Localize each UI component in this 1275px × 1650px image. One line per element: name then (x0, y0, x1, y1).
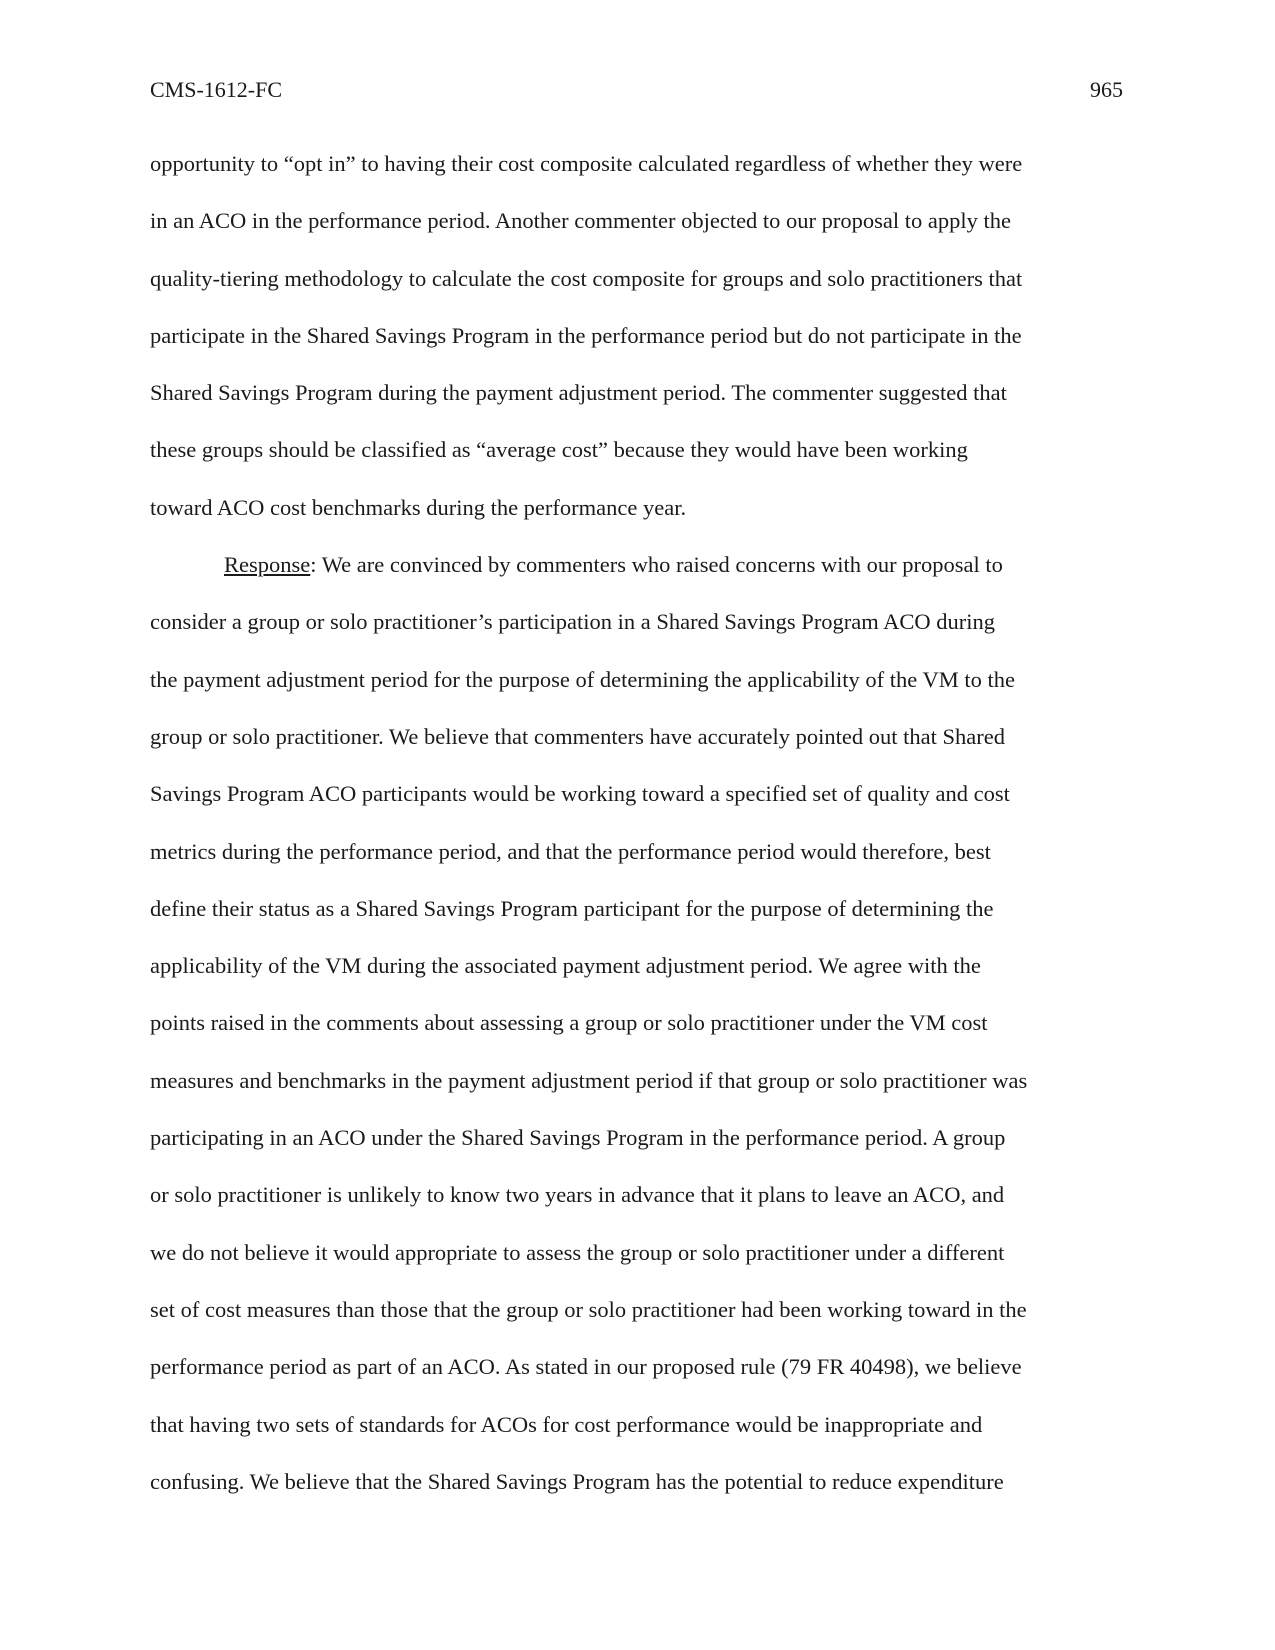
text-line: these groups should be classified as “average cost” because they would have been working (150, 437, 968, 463)
text-line: opportunity to “opt in” to having their cost composite calculated regardless of whether they were (150, 151, 1023, 176)
text-line: Shared Savings Program during the payment adjustment period. The commenter suggested that (150, 380, 1007, 406)
text-line: applicability of the VM during the associated payment adjustment period. We agree with the (150, 953, 981, 979)
text-line: metrics during the performance period, and that the performance period would therefore, best (150, 838, 991, 864)
text-line: group or solo practitioner. We believe that commenters have accurately pointed out that Shared (150, 723, 1005, 749)
text-line: in an ACO in the performance period. Another commenter objected to our proposal to apply the (150, 208, 1012, 234)
text-line: the payment adjustment period for the purpose of determining the applicability of the VM to the (150, 666, 1015, 692)
text-line: Savings Program ACO participants would be working toward a specified set of quality and cost (150, 781, 1010, 807)
text-line: performance period as part of an ACO. As stated in our proposed rule (79 FR 40498), we believe (150, 1354, 1022, 1380)
response-first-line-text: : We are convinced by commenters who raised concerns with our proposal to (310, 552, 1003, 578)
text-line: participating in an ACO under the Shared Savings Program in the performance period. A group (150, 1125, 1006, 1151)
text-line: points raised in the comments about assessing a group or solo practitioner under the VM cost (150, 1010, 988, 1036)
text-line: measures and benchmarks in the payment adjustment period if that group or solo practitioner was (150, 1067, 1028, 1093)
document-id: CMS-1612-FC (150, 77, 283, 102)
response-label: Response (224, 552, 311, 578)
text-line: that having two sets of standards for ACOs for cost performance would be inappropriate and (150, 1411, 983, 1437)
text-line: confusing. We believe that the Shared Savings Program has the potential to reduce expenditure (150, 1468, 1004, 1494)
text-line: toward ACO cost benchmarks during the performance year. (150, 494, 687, 520)
text-line: define their status as a Shared Savings Program participant for the purpose of determining the (150, 895, 994, 921)
paragraph-comment (150, 150, 1130, 551)
response-first-line (150, 551, 1130, 608)
text-line: we do not believe it would appropriate to assess the group or solo practitioner under a different (150, 1239, 1005, 1265)
text-line: or solo practitioner is unlikely to know two years in advance that it plans to leave an ACO, and (150, 1182, 1005, 1208)
text-line: participate in the Shared Savings Program in the performance period but do not participate in the (150, 322, 1022, 348)
document-body (150, 150, 1130, 1525)
text-line: consider a group or solo practitioner’s participation in a Shared Savings Program ACO during (150, 609, 996, 635)
text-line: quality-tiering methodology to calculate the cost composite for groups and solo practitioners that (150, 265, 1023, 291)
paragraph-response (150, 551, 1130, 1525)
text-line: set of cost measures than those that the group or solo practitioner had been working toward in the (150, 1296, 1027, 1322)
page-number: 965 (1090, 77, 1123, 102)
